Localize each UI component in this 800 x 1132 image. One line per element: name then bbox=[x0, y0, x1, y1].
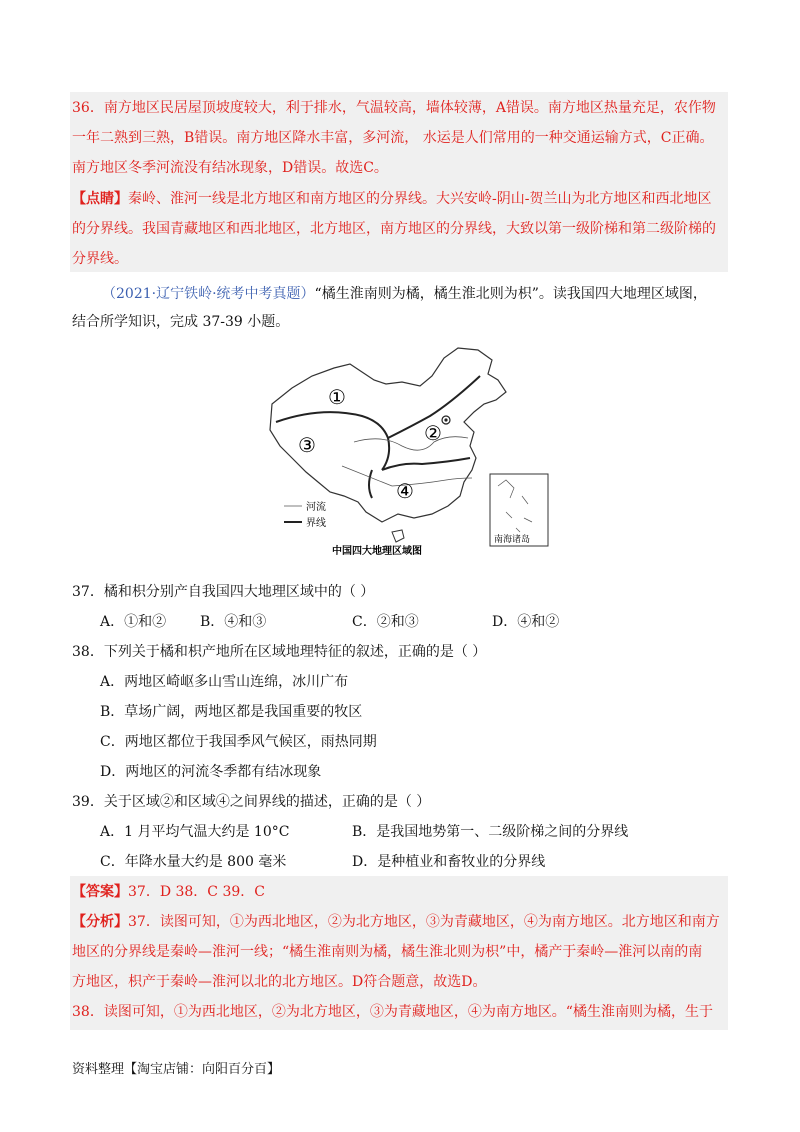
boundary-tibet-south bbox=[369, 470, 372, 498]
boundary-qinling bbox=[382, 458, 470, 470]
region-label-4: ④ bbox=[396, 479, 414, 503]
question-source: （2021·辽宁铁岭·统考中考真题） bbox=[102, 286, 315, 302]
analysis-tag: 【分析】 bbox=[72, 914, 128, 930]
analysis-line-3: 方地区，枳产于秦岭—淮河以北的北方地区。D符合题意，故选D。 bbox=[72, 974, 487, 990]
explanation-line-3: 南方地区冬季河流没有结冰现象，D错误。故选C。 bbox=[72, 160, 388, 176]
analysis-text-1: 37．读图可知，①为西北地区，②为北方地区，③为青藏地区，④为南方地区。北方地区和南方 bbox=[128, 914, 720, 930]
tip-text: 秦岭、淮河一线是北方地区和南方地区的分界线。大兴安岭-阴山-贺兰山为北方地区和西北地区 bbox=[128, 191, 712, 207]
q37-option-c[interactable]: C．②和③ bbox=[352, 614, 419, 630]
q39-stem: 39．关于区域②和区域④之间界线的描述，正确的是（ ） bbox=[72, 794, 431, 810]
legend-river-label: 河流 bbox=[306, 502, 326, 513]
region-label-3: ③ bbox=[298, 433, 316, 457]
map-caption: 中国四大地理区域图 bbox=[332, 546, 422, 557]
map-graphic bbox=[262, 346, 554, 562]
tip-line-2: 的分界线。我国青藏地区和西北地区，北方地区，南方地区的分界线，大致以第一级阶梯和第二级阶梯的 bbox=[72, 221, 716, 237]
region-label-2: ② bbox=[424, 421, 442, 445]
legend-boundary-label: 界线 bbox=[306, 518, 326, 529]
answer-text: 37．D 38．C 39．C bbox=[128, 884, 265, 900]
q38-option-d[interactable]: D．两地区的河流冬季都有结冰现象 bbox=[100, 764, 322, 780]
q37-option-d[interactable]: D．④和② bbox=[492, 614, 560, 630]
analysis-line-4: 38．读图可知，①为西北地区，②为北方地区，③为青藏地区，④为南方地区。“橘生淮南则为橘，生于 bbox=[72, 1004, 713, 1020]
q38-option-a[interactable]: A．两地区崎岖多山雪山连绵，冰川广布 bbox=[100, 674, 349, 690]
tip-tag: 【点睛】 bbox=[72, 191, 128, 207]
tip-line-3: 分界线。 bbox=[72, 251, 128, 267]
analysis-line-2: 地区的分界线是秦岭—淮河一线；“橘生淮南则为橘，橘生淮北则为枳”中，橘产于秦岭—淮河以南的南 bbox=[72, 944, 703, 960]
analysis-line-1 bbox=[72, 912, 720, 932]
q39-option-a[interactable]: A．1 月平均气温大约是 10°C bbox=[100, 824, 290, 840]
explanation-line-1: 36．南方地区民居屋顶坡度较大，利于排水，气温较高，墙体较薄，A错误。南方地区热量充足，农作物 bbox=[72, 100, 716, 116]
q37-option-a[interactable]: A．①和② bbox=[100, 614, 167, 630]
china-regions-map bbox=[262, 346, 554, 562]
q39-option-b[interactable]: B．是我国地势第一、二级阶梯之间的分界线 bbox=[352, 824, 629, 840]
inset-caption: 南海诸岛 bbox=[494, 535, 531, 545]
question-intro bbox=[102, 284, 707, 304]
q38-option-b[interactable]: B．草场广阔，两地区都是我国重要的牧区 bbox=[100, 704, 363, 720]
explanation-block-shade bbox=[70, 92, 728, 272]
q38-option-c[interactable]: C．两地区都位于我国季风气候区，雨热同期 bbox=[100, 734, 377, 750]
q37-stem: 37．橘和枳分别产自我国四大地理区域中的（ ） bbox=[72, 584, 375, 600]
q39-option-d[interactable]: D．是种植业和畜牧业的分界线 bbox=[352, 854, 546, 870]
intro-text-1: “橘生淮南则为橘，橘生淮北则为枳”。读我国四大地理区域图， bbox=[314, 286, 707, 302]
tip-line-1 bbox=[72, 189, 711, 209]
region-label-1: ① bbox=[328, 385, 346, 409]
q37-option-b[interactable]: B．④和③ bbox=[200, 614, 267, 630]
hainan-outline bbox=[392, 530, 404, 542]
page-footer: 资料整理【淘宝店铺：向阳百分百】 bbox=[72, 1062, 281, 1077]
answer-line bbox=[72, 882, 265, 902]
q38-stem: 38．下列关于橘和枳产地所在区域地理特征的叙述，正确的是（ ） bbox=[72, 644, 487, 660]
boundary-northwest bbox=[276, 412, 389, 470]
answer-tag: 【答案】 bbox=[72, 884, 128, 900]
explanation-line-2: 一年二熟到三熟，B错误。南方地区降水丰富，多河流， 水运是人们常用的一种交通运输方式，C正确。 bbox=[72, 130, 714, 146]
intro-text-2: 结合所学知识，完成 37-39 小题。 bbox=[72, 314, 290, 330]
river-yellow bbox=[354, 437, 468, 451]
q39-option-c[interactable]: C．年降水量大约是 800 毫米 bbox=[100, 854, 287, 870]
